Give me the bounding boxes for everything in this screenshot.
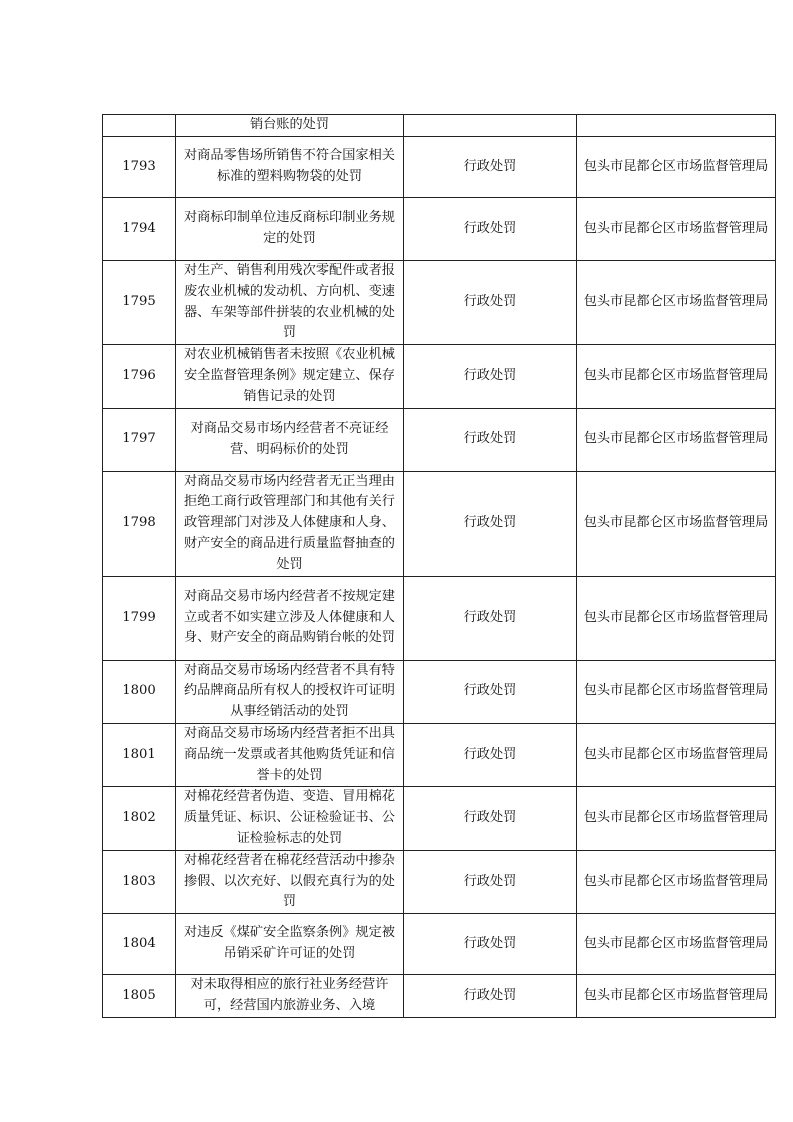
table-row [103, 198, 776, 261]
implementing-agency: 包头市昆都仑区市场监督管理局 [577, 660, 776, 723]
row-number: 1803 [103, 850, 176, 913]
matter-name: 对棉花经营者伪造、变造、冒用棉花质量凭证、标识、公证检验证书、公证检验标志的处罚 [176, 787, 404, 850]
table-row [103, 115, 776, 137]
matter-name: 对商品交易市场内经营者不亮证经营、明码标价的处罚 [176, 408, 404, 471]
penalty-list-table [102, 114, 776, 1018]
row-number: 1797 [103, 408, 176, 471]
matter-name: 对生产、销售利用残次零配件或者报废农业机械的发动机、方向机、变速器、车架等部件拼装的农业机械的处罚 [176, 261, 404, 345]
table-row [103, 471, 776, 576]
row-number: 1804 [103, 914, 176, 975]
implementing-agency: 包头市昆都仑区市场监督管理局 [577, 723, 776, 786]
matter-name: 对农业机械销售者未按照《农业机械安全监督管理条例》规定建立、保存销售记录的处罚 [176, 345, 404, 408]
matter-name: 对未取得相应的旅行社业务经营许可，经营国内旅游业务、入境 [176, 975, 404, 1018]
matter-type: 行政处罚 [404, 261, 577, 345]
matter-type: 行政处罚 [404, 345, 577, 408]
matter-type: 行政处罚 [404, 975, 577, 1018]
matter-name: 对商品零售场所销售不符合国家相关标准的塑料购物袋的处罚 [176, 137, 404, 198]
matter-type: 行政处罚 [404, 914, 577, 975]
matter-name: 对商品交易市场内经营者无正当理由拒绝工商行政管理部门和其他有关行政管理部门对涉及人体健康和人身、财产安全的商品进行质量监督抽查的处罚 [176, 471, 404, 576]
table-row [103, 408, 776, 471]
matter-type: 行政处罚 [404, 660, 577, 723]
matter-name: 对商标印制单位违反商标印制业务规定的处罚 [176, 198, 404, 261]
row-number: 1801 [103, 723, 176, 786]
matter-type [404, 115, 577, 137]
matter-type: 行政处罚 [404, 137, 577, 198]
matter-type: 行政处罚 [404, 723, 577, 786]
table-row [103, 345, 776, 408]
table-row [103, 723, 776, 786]
row-number [103, 115, 176, 137]
matter-type: 行政处罚 [404, 408, 577, 471]
row-number: 1793 [103, 137, 176, 198]
implementing-agency: 包头市昆都仑区市场监督管理局 [577, 850, 776, 913]
implementing-agency [577, 115, 776, 137]
row-number: 1794 [103, 198, 176, 261]
matter-type: 行政处罚 [404, 576, 577, 660]
row-number: 1802 [103, 787, 176, 850]
implementing-agency: 包头市昆都仑区市场监督管理局 [577, 914, 776, 975]
table-row [103, 975, 776, 1018]
matter-type: 行政处罚 [404, 787, 577, 850]
matter-type: 行政处罚 [404, 850, 577, 913]
table-row [103, 261, 776, 345]
row-number: 1795 [103, 261, 176, 345]
row-number: 1800 [103, 660, 176, 723]
implementing-agency: 包头市昆都仑区市场监督管理局 [577, 576, 776, 660]
implementing-agency: 包头市昆都仑区市场监督管理局 [577, 408, 776, 471]
implementing-agency: 包头市昆都仑区市场监督管理局 [577, 261, 776, 345]
implementing-agency: 包头市昆都仑区市场监督管理局 [577, 198, 776, 261]
table-row [103, 137, 776, 198]
matter-name: 对违反《煤矿安全监察条例》规定被吊销采矿许可证的处罚 [176, 914, 404, 975]
table-row [103, 660, 776, 723]
matter-name: 对商品交易市场内经营者不按规定建立或者不如实建立涉及人体健康和人身、财产安全的商品购销台帐的处罚 [176, 576, 404, 660]
table-row [103, 850, 776, 913]
table-row [103, 914, 776, 975]
implementing-agency: 包头市昆都仑区市场监督管理局 [577, 787, 776, 850]
table-row [103, 787, 776, 850]
implementing-agency: 包头市昆都仑区市场监督管理局 [577, 345, 776, 408]
row-number: 1796 [103, 345, 176, 408]
row-number: 1799 [103, 576, 176, 660]
matter-name: 对棉花经营者在棉花经营活动中掺杂掺假、以次充好、以假充真行为的处罚 [176, 850, 404, 913]
implementing-agency: 包头市昆都仑区市场监督管理局 [577, 471, 776, 576]
matter-type: 行政处罚 [404, 198, 577, 261]
matter-name: 对商品交易市场场内经营者不具有特约品牌商品所有权人的授权许可证明从事经销活动的处罚 [176, 660, 404, 723]
table-row [103, 576, 776, 660]
matter-type: 行政处罚 [404, 471, 577, 576]
row-number: 1798 [103, 471, 176, 576]
matter-name: 对商品交易市场场内经营者拒不出具商品统一发票或者其他购货凭证和信誉卡的处罚 [176, 723, 404, 786]
matter-name: 销台账的处罚 [176, 115, 404, 137]
row-number: 1805 [103, 975, 176, 1018]
implementing-agency: 包头市昆都仑区市场监督管理局 [577, 975, 776, 1018]
implementing-agency: 包头市昆都仑区市场监督管理局 [577, 137, 776, 198]
